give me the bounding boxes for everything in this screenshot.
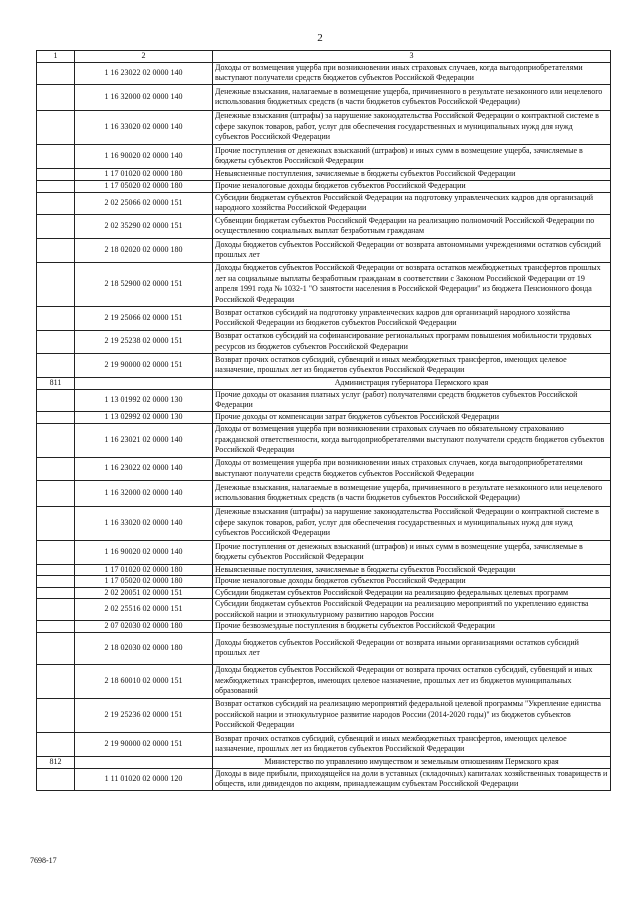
- table-row: [37, 732, 611, 756]
- administrator-row: [37, 756, 611, 768]
- revenue-code-cell: 1 17 05020 02 0000 180: [75, 180, 213, 192]
- administrator-name-cell: Администрация губернатора Пермского края: [213, 377, 611, 389]
- table-row: [37, 62, 611, 84]
- revenue-code-cell: 1 16 33020 02 0000 140: [75, 506, 213, 540]
- revenue-code-cell: 1 13 01992 02 0000 130: [75, 389, 213, 411]
- table-row: [37, 664, 611, 698]
- admin-code-cell: [37, 214, 75, 238]
- revenue-description-cell: Доходы бюджетов субъектов Российской Федерации от возврата прочих остатков субсидий, субвенций и иных межбюджетных трансфертов, имеющих целевое назначение, прошлых лет из бюджетов муниципальных образований: [213, 664, 611, 698]
- table-row: [37, 84, 611, 110]
- table-row: [37, 587, 611, 599]
- admin-code-cell: [37, 506, 75, 540]
- revenue-code-cell: 1 16 32000 02 0000 140: [75, 84, 213, 110]
- revenue-code-cell: 1 16 90020 02 0000 140: [75, 540, 213, 564]
- table-row: [37, 576, 611, 588]
- revenue-description-cell: Денежные взыскания, налагаемые в возмещение ущерба, причиненного в результате незаконного или нецелевого использования бюджетных средств (в части бюджетов субъектов Российской Федерации): [213, 480, 611, 506]
- table-row: [37, 599, 611, 621]
- revenue-code-cell: 2 18 02020 02 0000 180: [75, 238, 213, 262]
- admin-code-cell: [37, 144, 75, 168]
- revenue-description-cell: Прочие доходы от оказания платных услуг (работ) получателями средств бюджетов субъектов Российской Федерации: [213, 389, 611, 411]
- revenue-code-cell: 2 02 25516 02 0000 151: [75, 599, 213, 621]
- admin-code-cell: [37, 330, 75, 353]
- administrator-row: [37, 377, 611, 389]
- revenue-code-cell: 2 18 52900 02 0000 151: [75, 262, 213, 306]
- table-row: [37, 564, 611, 576]
- admin-code-cell: [37, 353, 75, 377]
- column-header-2: 2: [75, 51, 213, 63]
- table-row: [37, 353, 611, 377]
- table-row: [37, 214, 611, 238]
- revenue-description-cell: Прочие поступления от денежных взысканий (штрафов) и иных сумм в возмещение ущерба, зачисляемые в бюджеты субъектов Российской Федерации: [213, 144, 611, 168]
- revenue-description-cell: Прочие неналоговые доходы бюджетов субъектов Российской Федерации: [213, 180, 611, 192]
- revenue-code-cell: 2 07 02030 02 0000 180: [75, 621, 213, 633]
- revenue-code-cell: 2 19 25238 02 0000 151: [75, 330, 213, 353]
- revenue-code-cell: 2 19 90000 02 0000 151: [75, 353, 213, 377]
- revenue-description-cell: Возврат прочих остатков субсидий, субвенций и иных межбюджетных трансфертов, имеющих целевое назначение, прошлых лет из бюджетов субъектов Российской Федерации: [213, 732, 611, 756]
- table-row: [37, 306, 611, 330]
- revenue-description-cell: Невыясненные поступления, зачисляемые в бюджеты субъектов Российской Федерации: [213, 564, 611, 576]
- revenue-description-cell: Прочие поступления от денежных взысканий (штрафов) и иных сумм в возмещение ущерба, зачисляемые в бюджеты субъектов Российской Федерации: [213, 540, 611, 564]
- admin-code-cell: [37, 480, 75, 506]
- revenue-description-cell: Денежные взыскания (штрафы) за нарушение законодательства Российской Федерации о контрактной системе в сфере закупок товаров, работ, услуг для обеспечения государственных и муниципальных нужд для нужд субъектов Российской Федерации: [213, 506, 611, 540]
- revenue-code-cell: 1 17 05020 02 0000 180: [75, 576, 213, 588]
- revenue-code-cell: 2 19 90000 02 0000 151: [75, 732, 213, 756]
- admin-code-cell: [37, 423, 75, 457]
- admin-code-cell: [37, 664, 75, 698]
- table-header-row: [37, 51, 611, 63]
- revenue-code-cell: 1 17 01020 02 0000 180: [75, 168, 213, 180]
- revenue-description-cell: Доходы бюджетов субъектов Российской Федерации от возврата остатков межбюджетных трансфертов прошлых лет на социальные выплаты безработным гражданам в соответствии с Законом Российской Федерации от 19 апреля 1991 года № 1032-1 "О занятости населения в Российской Федерации" из бюджета Пенсионного фонда Российской Федерации: [213, 262, 611, 306]
- admin-code-cell: [37, 306, 75, 330]
- revenue-code-cell: 1 16 23022 02 0000 140: [75, 62, 213, 84]
- revenue-code-cell: 1 16 32000 02 0000 140: [75, 480, 213, 506]
- revenue-code-cell: 1 16 33020 02 0000 140: [75, 110, 213, 144]
- table-row: [37, 621, 611, 633]
- revenue-code-cell: 1 16 23022 02 0000 140: [75, 457, 213, 480]
- revenue-code-cell: 1 16 90020 02 0000 140: [75, 144, 213, 168]
- table-row: [37, 168, 611, 180]
- admin-code-cell: [37, 238, 75, 262]
- revenue-description-cell: Прочие доходы от компенсации затрат бюджетов субъектов Российской Федерации: [213, 411, 611, 423]
- revenue-description-cell: Доходы от возмещения ущерба при возникновении страховых случаев по обязательному страхованию гражданской ответственности, когда выгодоприобретателями выступают получатели средств бюджетов субъектов Российской Федерации: [213, 423, 611, 457]
- revenue-description-cell: Доходы от возмещения ущерба при возникновении иных страховых случаев, когда выгодоприобретателями выступают получатели средств бюджетов субъектов Российской Федерации: [213, 457, 611, 480]
- table-row: [37, 144, 611, 168]
- table-row: [37, 768, 611, 790]
- table-row: [37, 238, 611, 262]
- revenue-description-cell: Возврат остатков субсидий на подготовку управленческих кадров для организаций народного хозяйства Российской Федерации из бюджетов субъектов Российской Федерации: [213, 306, 611, 330]
- revenue-codes-table: [36, 50, 611, 791]
- table-row: [37, 110, 611, 144]
- revenue-description-cell: Субсидии бюджетам субъектов Российской Федерации на реализацию федеральных целевых программ: [213, 587, 611, 599]
- revenue-code-cell: [75, 377, 213, 389]
- admin-code-cell: [37, 587, 75, 599]
- revenue-description-cell: Доходы от возмещения ущерба при возникновении иных страховых случаев, когда выгодоприобретателями выступают получатели средств бюджетов субъектов Российской Федерации: [213, 62, 611, 84]
- admin-code-cell: [37, 540, 75, 564]
- revenue-code-cell: 2 18 60010 02 0000 151: [75, 664, 213, 698]
- revenue-description-cell: Возврат остатков субсидий на софинансирование региональных программ повышения мобильности трудовых ресурсов из бюджетов субъектов Российской Федерации: [213, 330, 611, 353]
- admin-code-cell: [37, 732, 75, 756]
- admin-code-cell: [37, 576, 75, 588]
- page-number: 2: [317, 32, 323, 44]
- admin-code-cell: [37, 621, 75, 633]
- admin-code-cell: [37, 192, 75, 214]
- revenue-description-cell: Субсидии бюджетам субъектов Российской Федерации на подготовку управленческих кадров для организаций народного хозяйства Российской Федерации: [213, 192, 611, 214]
- admin-code-cell: [37, 411, 75, 423]
- table-row: [37, 262, 611, 306]
- table-row: [37, 540, 611, 564]
- document-footer-code: 7698-17: [30, 856, 57, 865]
- admin-code-cell: [37, 599, 75, 621]
- admin-code-cell: [37, 632, 75, 664]
- admin-code-cell: [37, 168, 75, 180]
- revenue-code-cell: 1 16 23021 02 0000 140: [75, 423, 213, 457]
- table-row: [37, 506, 611, 540]
- revenue-description-cell: Невыясненные поступления, зачисляемые в бюджеты субъектов Российской Федерации: [213, 168, 611, 180]
- admin-code-cell: [37, 110, 75, 144]
- revenue-code-cell: 2 02 35290 02 0000 151: [75, 214, 213, 238]
- table-row: [37, 632, 611, 664]
- revenue-description-cell: Доходы в виде прибыли, приходящейся на доли в уставных (складочных) капиталах хозяйственных товариществ и обществ, или дивидендов по акциям, принадлежащим субъектам Российской Федерации: [213, 768, 611, 790]
- revenue-description-cell: Доходы бюджетов субъектов Российской Федерации от возврата иными организациями остатков субсидий прошлых лет: [213, 632, 611, 664]
- revenue-description-cell: Субвенции бюджетам субъектов Российской Федерации на реализацию полномочий Российской Федерации по осуществлению социальных выплат безработным гражданам: [213, 214, 611, 238]
- revenue-description-cell: Денежные взыскания (штрафы) за нарушение законодательства Российской Федерации о контрактной системе в сфере закупок товаров, работ, услуг для обеспечения государственных и муниципальных нужд для нужд субъектов Российской Федерации: [213, 110, 611, 144]
- revenue-description-cell: Денежные взыскания, налагаемые в возмещение ущерба, причиненного в результате незаконного или нецелевого использования бюджетных средств (в части бюджетов субъектов Российской Федерации): [213, 84, 611, 110]
- revenue-code-cell: 1 13 02992 02 0000 130: [75, 411, 213, 423]
- revenue-code-cell: 2 02 25066 02 0000 151: [75, 192, 213, 214]
- table-row: [37, 698, 611, 732]
- revenue-description-cell: Доходы бюджетов субъектов Российской Федерации от возврата автономными учреждениями остатков субсидий прошлых лет: [213, 238, 611, 262]
- admin-code-cell: [37, 84, 75, 110]
- table-row: [37, 330, 611, 353]
- admin-code-cell: [37, 698, 75, 732]
- table-row: [37, 192, 611, 214]
- table-row: [37, 480, 611, 506]
- revenue-code-cell: 2 19 25066 02 0000 151: [75, 306, 213, 330]
- table-row: [37, 411, 611, 423]
- table-row: [37, 457, 611, 480]
- revenue-description-cell: Субсидии бюджетам субъектов Российской Федерации на реализацию мероприятий по укреплению единства российской нации и этнокультурному развитию народов России: [213, 599, 611, 621]
- revenue-code-cell: 1 17 01020 02 0000 180: [75, 564, 213, 576]
- table-row: [37, 423, 611, 457]
- revenue-code-cell: 1 11 01020 02 0000 120: [75, 768, 213, 790]
- revenue-code-cell: 2 19 25236 02 0000 151: [75, 698, 213, 732]
- revenue-code-cell: [75, 756, 213, 768]
- admin-code-cell: [37, 768, 75, 790]
- column-header-1: 1: [37, 51, 75, 63]
- admin-code-cell: [37, 457, 75, 480]
- revenue-description-cell: Возврат прочих остатков субсидий, субвенций и иных межбюджетных трансфертов, имеющих целевое назначение, прошлых лет из бюджетов субъектов Российской Федерации: [213, 353, 611, 377]
- admin-code-cell: [37, 180, 75, 192]
- revenue-description-cell: Прочие безвозмездные поступления в бюджеты субъектов Российской Федерации: [213, 621, 611, 633]
- revenue-description-cell: Возврат остатков субсидий на реализацию мероприятий федеральной целевой программы "Укрепление единства российской нации и этнокультурное развитие народов России (2014-2020 годы)" из бюджетов субъектов Российской Федерации: [213, 698, 611, 732]
- admin-code-cell: [37, 262, 75, 306]
- admin-code-cell: [37, 564, 75, 576]
- revenue-code-cell: 2 18 02030 02 0000 180: [75, 632, 213, 664]
- revenue-code-cell: 2 02 20051 02 0000 151: [75, 587, 213, 599]
- table-row: [37, 389, 611, 411]
- admin-code-cell: [37, 62, 75, 84]
- revenue-description-cell: Прочие неналоговые доходы бюджетов субъектов Российской Федерации: [213, 576, 611, 588]
- admin-code-cell: 812: [37, 756, 75, 768]
- administrator-name-cell: Министерство по управлению имуществом и земельным отношениям Пермского края: [213, 756, 611, 768]
- table-row: [37, 180, 611, 192]
- column-header-3: 3: [213, 51, 611, 63]
- admin-code-cell: 811: [37, 377, 75, 389]
- admin-code-cell: [37, 389, 75, 411]
